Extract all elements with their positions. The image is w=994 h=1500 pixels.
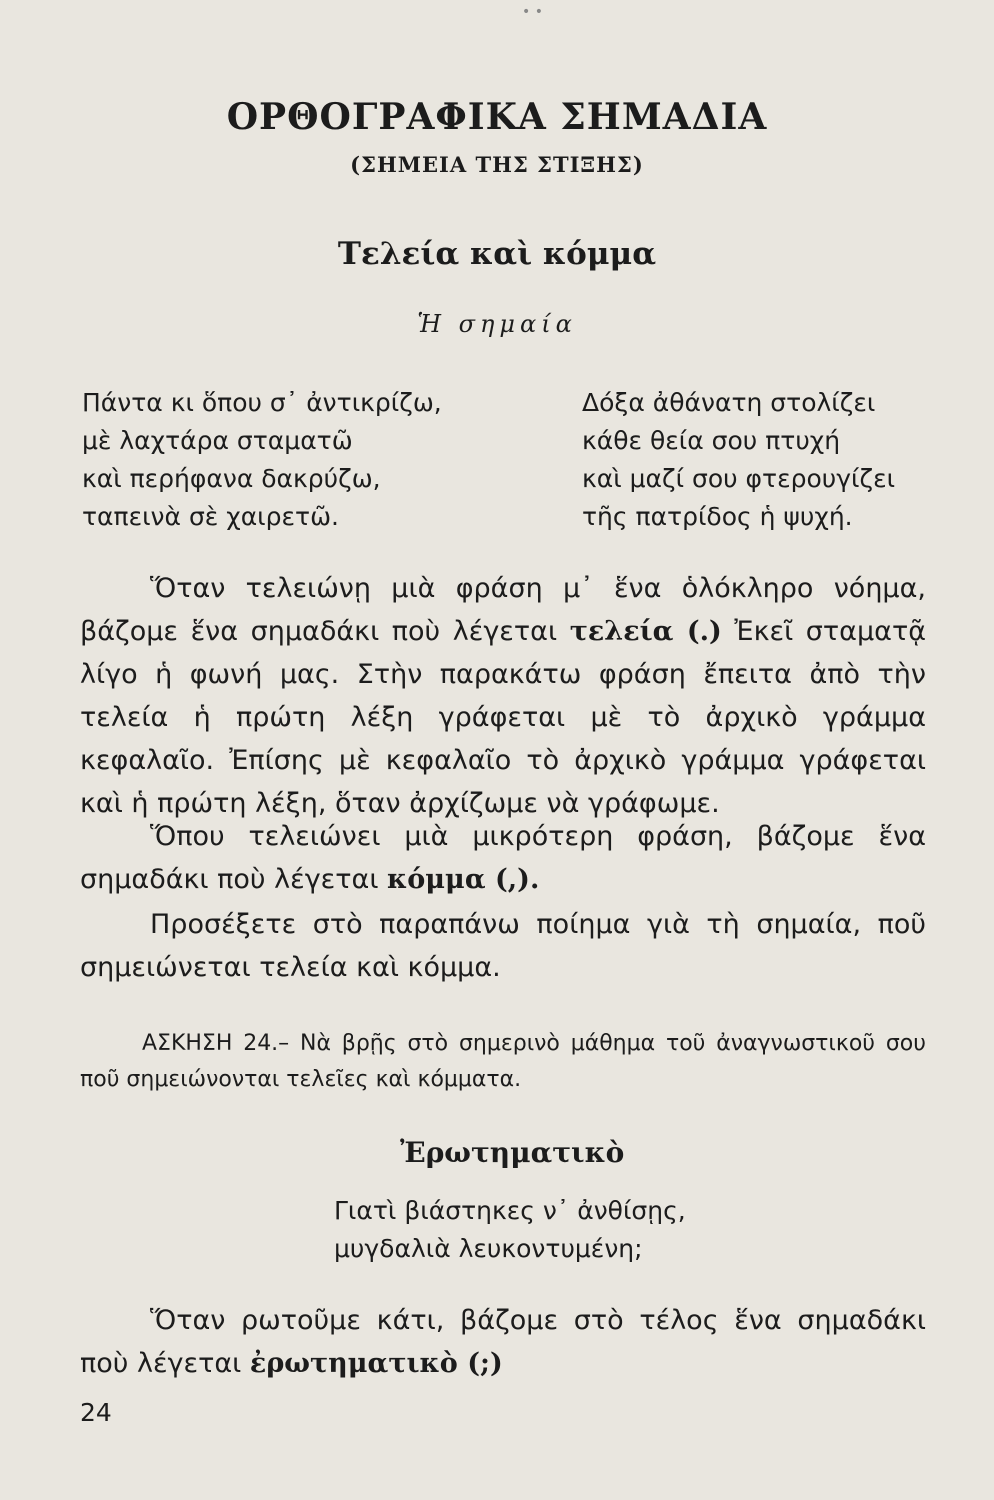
- paragraph-text: Ὅπου τελειώνει μιὰ μικρότερη φράση, βάζομε ἕνα σημαδάκι ποὺ λέγεται: [80, 821, 926, 895]
- poem-almond-tree: [334, 1192, 686, 1268]
- poem-line: καὶ περήφανα δακρύζω,: [82, 464, 381, 493]
- paragraph-text: Ἐκεῖ σταματᾷ λίγο ἡ φωνή μας. Στὴν παρακάτω φράση ἔπειτα ἀπὸ τὴν τελεία ἡ πρώτη λέξη γράφεται μὲ τὸ ἀρχικὸ γράμμα κεφαλαῖο. Ἐπίσης μὲ κεφαλαῖο τὸ ἀρχικὸ γράμμα γράφεται καὶ ἡ πρώτη λέξη, ὅταν ἀρχίζωμε νὰ γράφωμε.: [80, 616, 927, 819]
- paragraph-text: Ὅταν ρωτοῦμε κάτι, βάζομε στὸ τέλος ἕνα σημαδάκι ποὺ λέγεται: [80, 1305, 926, 1379]
- poem-left-stanza: [82, 384, 442, 536]
- exercise-text: ΑΣΚΗΣΗ 24.– Νὰ βρῇς στὸ σημερινὸ μάθημα τοῦ ἀναγνωστικοῦ σου ποῦ σημειώνονται τελεῖες καὶ κόμματα.: [80, 1031, 926, 1092]
- paragraph-notice: [80, 903, 926, 989]
- page-title: ΟΡΘΟΓΡΑΦΙΚΑ ΣΗΜΑΔΙΑ: [226, 96, 768, 138]
- term-period: τελεία (.): [569, 616, 722, 647]
- paragraph-period: [80, 567, 926, 825]
- page-subtitle: (ΣΗΜΕΙΑ ΤΗΣ ΣΤΙΞΗΣ): [350, 152, 644, 177]
- exercise-24: [80, 1026, 926, 1098]
- page-mark: • •: [522, 4, 543, 20]
- poem-line: Γιατὶ βιάστηκες ν᾽ ἀνθίσῃς,: [334, 1196, 686, 1225]
- page-number: 24: [80, 1398, 112, 1427]
- poem-title: Ἡ σημαία: [417, 310, 577, 338]
- poem-line: Δόξα ἀθάνατη στολίζει: [582, 388, 876, 417]
- paragraph-text: Προσέξετε στὸ παραπάνω ποίημα γιὰ τὴ σημαία, ποῦ σημειώνεται τελεία καὶ κόμμα.: [80, 909, 926, 983]
- paragraph-text: Ὅταν τελειώνῃ μιὰ φράση μ᾽ ἕνα ὁλόκληρο νόημα, βάζομε ἕνα σημαδάκι ποὺ λέγεται: [80, 573, 926, 647]
- paragraph-question-mark: [80, 1299, 926, 1385]
- poem-line: μὲ λαχτάρα σταματῶ: [82, 426, 353, 455]
- poem-right-stanza: [582, 384, 895, 536]
- poem-line: κάθε θεία σου πτυχή: [582, 426, 841, 455]
- poem-line: μυγδαλιὰ λευκοντυμένη;: [334, 1234, 643, 1263]
- poem-line: ταπεινὰ σὲ χαιρετῶ.: [82, 502, 339, 531]
- poem-line: τῆς πατρίδος ἡ ψυχή.: [582, 502, 853, 531]
- poem-line: καὶ μαζί σου φτερουγίζει: [582, 464, 896, 493]
- section-heading-period-comma: Τελεία καὶ κόμμα: [337, 236, 657, 272]
- term-comma: κόμμα (,).: [387, 864, 540, 895]
- term-question-mark: ἐρωτηματικὸ (;): [249, 1348, 503, 1379]
- section-heading-question-mark: Ἐρωτηματικὸ: [400, 1136, 625, 1169]
- paragraph-comma: [80, 815, 926, 901]
- poem-line: Πάντα κι ὅπου σ᾽ ἀντικρίζω,: [82, 388, 442, 417]
